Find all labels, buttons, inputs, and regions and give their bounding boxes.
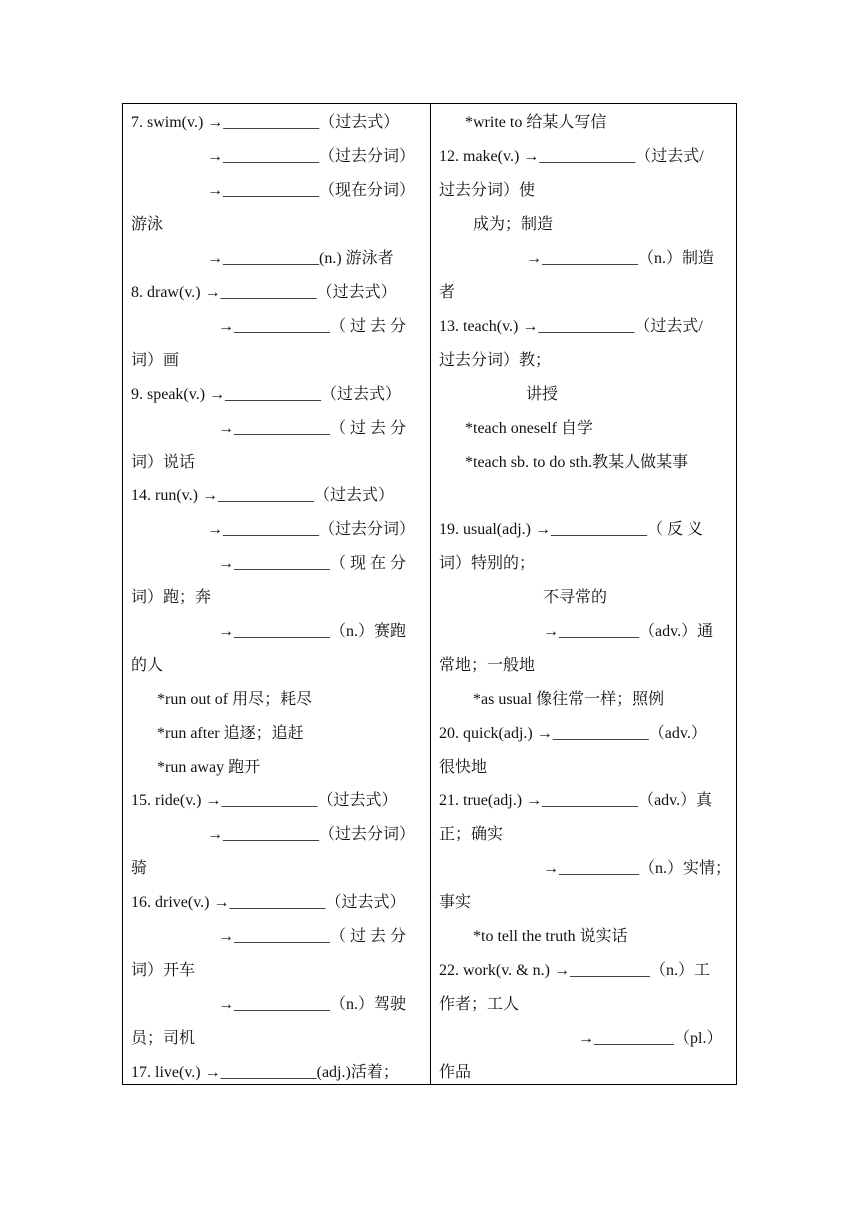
entry-line: *to tell the truth 说实话 xyxy=(473,928,628,945)
entry-line: 8. draw(v.) →____________（过去式） xyxy=(131,284,397,301)
entry-line: 词）说话 xyxy=(131,454,196,471)
column-divider xyxy=(430,104,431,1084)
entry-line: →__________（pl.） xyxy=(578,1030,723,1047)
entry-line: 7. swim(v.) →____________（过去式） xyxy=(131,114,400,131)
entry-line: →____________（过去分词） xyxy=(207,148,416,165)
entry-line: →____________（n.）驾驶 xyxy=(218,996,407,1013)
entry-line: 词）特别的； xyxy=(439,555,536,572)
entry-line: 14. run(v.) →____________（过去式） xyxy=(131,487,394,504)
entry-line: →____________（ 过 去 分 xyxy=(218,318,407,335)
entry-line: *write to 给某人写信 xyxy=(465,114,607,131)
entry-line: 22. work(v. & n.) →__________（n.）工 xyxy=(439,962,710,979)
entry-line: →____________（过去分词） xyxy=(207,826,416,843)
entry-line: *run after 追逐；追赶 xyxy=(157,725,304,742)
entry-line: 游泳 xyxy=(131,216,164,233)
entry-line: *run away 跑开 xyxy=(157,759,261,776)
entry-line: 词）画 xyxy=(131,352,180,369)
entry-line: →____________（n.）制造 xyxy=(526,250,715,267)
entry-line: 19. usual(adj.) →____________（ 反 义 xyxy=(439,521,703,538)
entry-line: 20. quick(adj.) →____________（adv.） xyxy=(439,725,707,742)
entry-line: →____________（n.）赛跑 xyxy=(218,623,407,640)
entry-line: 者 xyxy=(439,284,456,301)
entry-line: →__________（adv.）通 xyxy=(543,623,714,640)
entry-line: 讲授 xyxy=(526,386,559,403)
entry-line: 12. make(v.) →____________（过去式/ xyxy=(439,148,704,165)
entry-line: →____________（过去分词） xyxy=(207,521,416,538)
entry-line: *run out of 用尽；耗尽 xyxy=(157,691,313,708)
entry-line: 很快地 xyxy=(439,759,488,776)
entry-line: 员；司机 xyxy=(131,1030,196,1047)
entry-line: →__________（n.）实情； xyxy=(543,860,732,877)
entry-line: 的人 xyxy=(131,657,164,674)
entry-line: *teach sb. to do sth.教某人做某事 xyxy=(465,454,689,471)
entry-line: →____________(n.) 游泳者 xyxy=(207,250,394,267)
entry-line: 事实 xyxy=(439,894,472,911)
entry-line: 过去分词）使 xyxy=(439,182,536,199)
entry-line: 15. ride(v.) →____________（过去式） xyxy=(131,792,398,809)
entry-line: 不寻常的 xyxy=(543,589,608,606)
entry-line: 17. live(v.) →____________(adj.)活着； xyxy=(131,1064,399,1081)
entry-line: 过去分词）教； xyxy=(439,352,552,369)
vocabulary-table xyxy=(122,103,737,1085)
entry-line: 16. drive(v.) →____________（过去式） xyxy=(131,894,406,911)
entry-line: →____________（现在分词） xyxy=(207,182,416,199)
entry-line: 正；确实 xyxy=(439,826,504,843)
entry-line: 9. speak(v.) →____________（过去式） xyxy=(131,386,402,403)
entry-line: 成为；制造 xyxy=(473,216,554,233)
entry-line: 词）开车 xyxy=(131,962,196,979)
entry-line: 常地；一般地 xyxy=(439,657,536,674)
entry-line: 21. true(adj.) →____________（adv.）真 xyxy=(439,792,713,809)
entry-line: *as usual 像往常一样；照例 xyxy=(473,691,665,708)
entry-line: 13. teach(v.) →____________（过去式/ xyxy=(439,318,703,335)
entry-line: *teach oneself 自学 xyxy=(465,420,593,437)
entry-line: →____________（ 现 在 分 xyxy=(218,555,407,572)
entry-line: 骑 xyxy=(131,860,148,877)
entry-line: 作者；工人 xyxy=(439,996,520,1013)
entry-line: 作品 xyxy=(439,1064,472,1081)
entry-line: →____________（ 过 去 分 xyxy=(218,928,407,945)
entry-line: 词）跑；奔 xyxy=(131,589,212,606)
entry-line: →____________（ 过 去 分 xyxy=(218,420,407,437)
